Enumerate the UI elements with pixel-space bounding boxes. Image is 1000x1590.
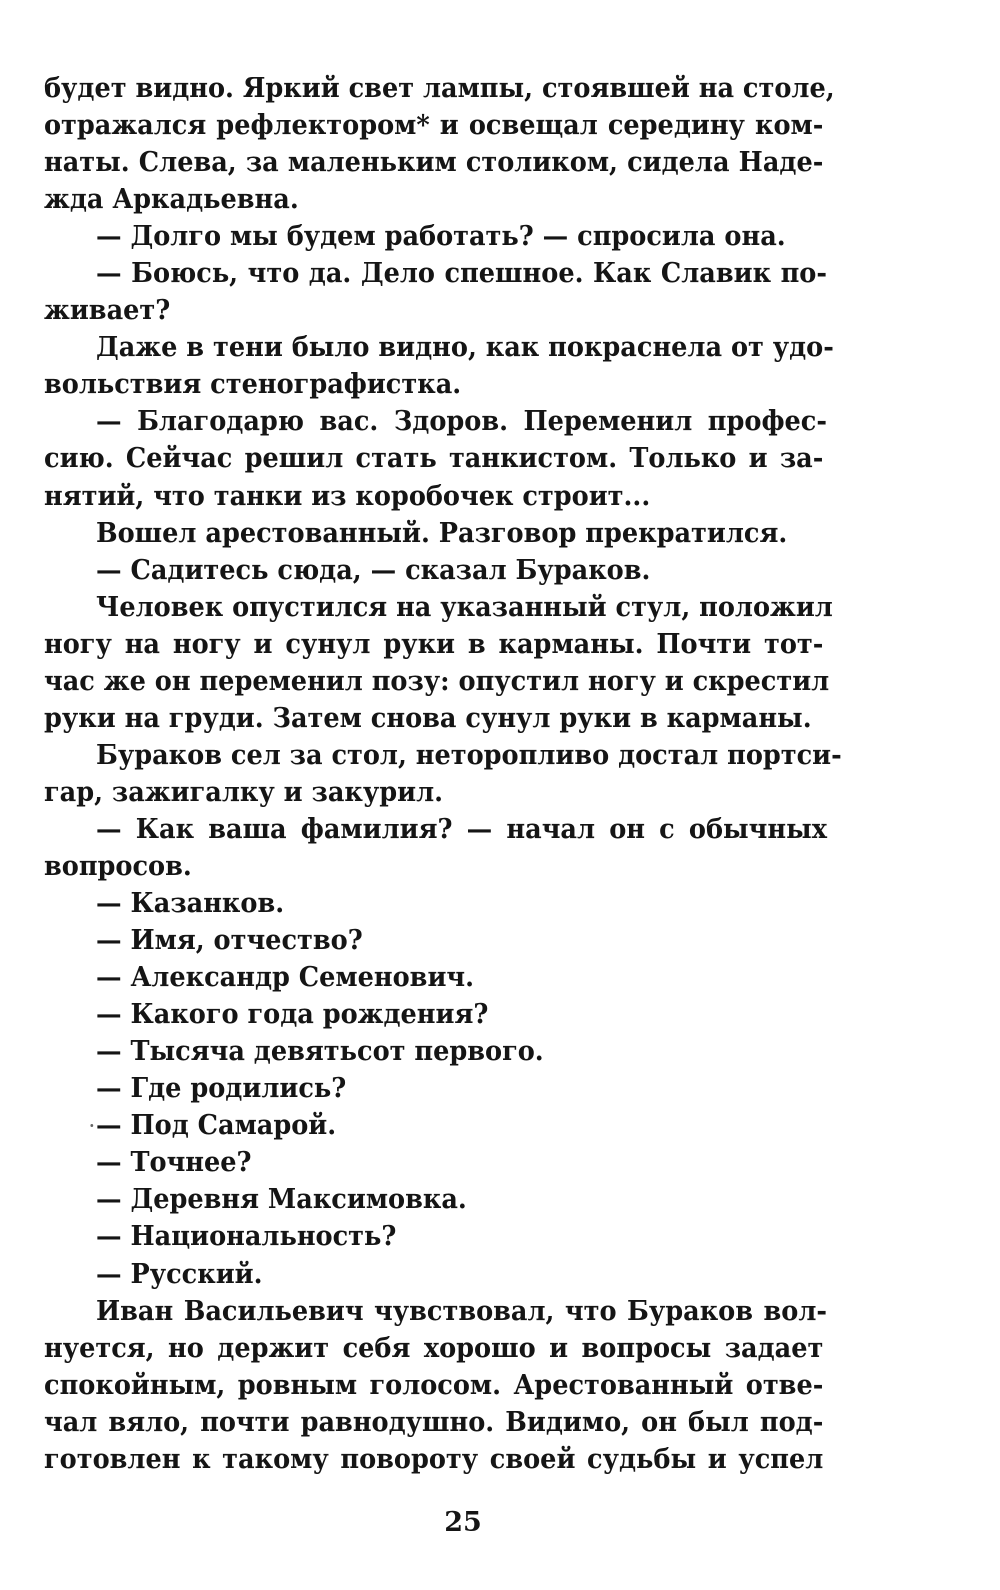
text-line-with-stray-mark: [96, 1107, 827, 1144]
text-line: ногу на ногу и сунул руки в карманы. Почти тот-: [44, 627, 824, 660]
text-line: руки на груди. Затем снова сунул руки в карманы.: [44, 701, 812, 734]
text-line: гар, зажигалку и закурил.: [44, 775, 444, 808]
text-line: час же он переменил позу: опустил ногу и скрестил: [44, 664, 830, 697]
text-line: чал вяло, почти равнодушно. Видимо, он был под-: [44, 1405, 824, 1438]
text-line: готовлен к такому повороту своей судьбы и успел: [44, 1442, 824, 1475]
text-line: нятий, что танки из коробочек строит...: [44, 479, 651, 512]
text-line: вольствия стенографистка.: [44, 368, 462, 401]
text-line: — Казанков.: [96, 887, 285, 920]
text-line: нуется, но держит себя хорошо и вопросы задает: [44, 1331, 824, 1364]
text-line: наты. Слева, за маленьким столиком, сидела Наде-: [44, 146, 824, 179]
text-line: Человек опустился на указанный стул, положил: [96, 590, 833, 623]
page-number: 25: [444, 1507, 482, 1538]
text-line: — Какого года рождения?: [96, 998, 489, 1031]
text-line: — Точнее?: [96, 1146, 252, 1179]
text-line-content: — Под Самарой.: [96, 1109, 337, 1142]
text-line: Бураков сел за стол, неторопливо достал портси-: [96, 738, 842, 771]
text-line: — Имя, отчество?: [96, 924, 363, 957]
page-text-block: [44, 70, 882, 1478]
text-line: — Деревня Максимовка.: [96, 1183, 467, 1216]
text-line: живает?: [44, 294, 171, 327]
text-line: будет видно. Яркий свет лампы, стоявшей на столе,: [44, 72, 835, 104]
text-line: спокойным, ровным голосом. Арестованный отве-: [44, 1368, 824, 1401]
text-line: Вошел арестованный. Разговор прекратился.: [96, 516, 788, 549]
text-line: — Где родились?: [96, 1072, 347, 1105]
text-line: — Тысяча девятьсот первого.: [96, 1035, 544, 1068]
text-line: отражался рефлектором* и освещал середину ком-: [44, 109, 824, 142]
text-line: Даже в тени было видно, как покраснела от удо-: [96, 331, 834, 364]
text-line: вопросов.: [44, 849, 192, 882]
text-line: — Русский.: [96, 1257, 263, 1290]
text-line: Иван Васильевич чувствовал, что Бураков вол-: [96, 1294, 827, 1327]
text-line: — Александр Семенович.: [96, 961, 475, 994]
stray-dot-mark: [90, 1124, 93, 1127]
text-line: — Как ваша фамилия? — начал он с обычных: [96, 812, 827, 845]
text-line: — Садитесь сюда, — сказал Бураков.: [96, 553, 651, 586]
text-line: — Национальность?: [96, 1220, 397, 1253]
text-line: сию. Сейчас решил стать танкистом. Только и за-: [44, 442, 824, 475]
text-line: жда Аркадьевна.: [44, 183, 299, 216]
text-line: — Боюсь, что да. Дело спешное. Как Славик по-: [96, 257, 827, 290]
text-line: — Долго мы будем работать? — спросила она.: [96, 220, 786, 253]
text-line: — Благодарю вас. Здоров. Переменил профес-: [96, 405, 827, 438]
